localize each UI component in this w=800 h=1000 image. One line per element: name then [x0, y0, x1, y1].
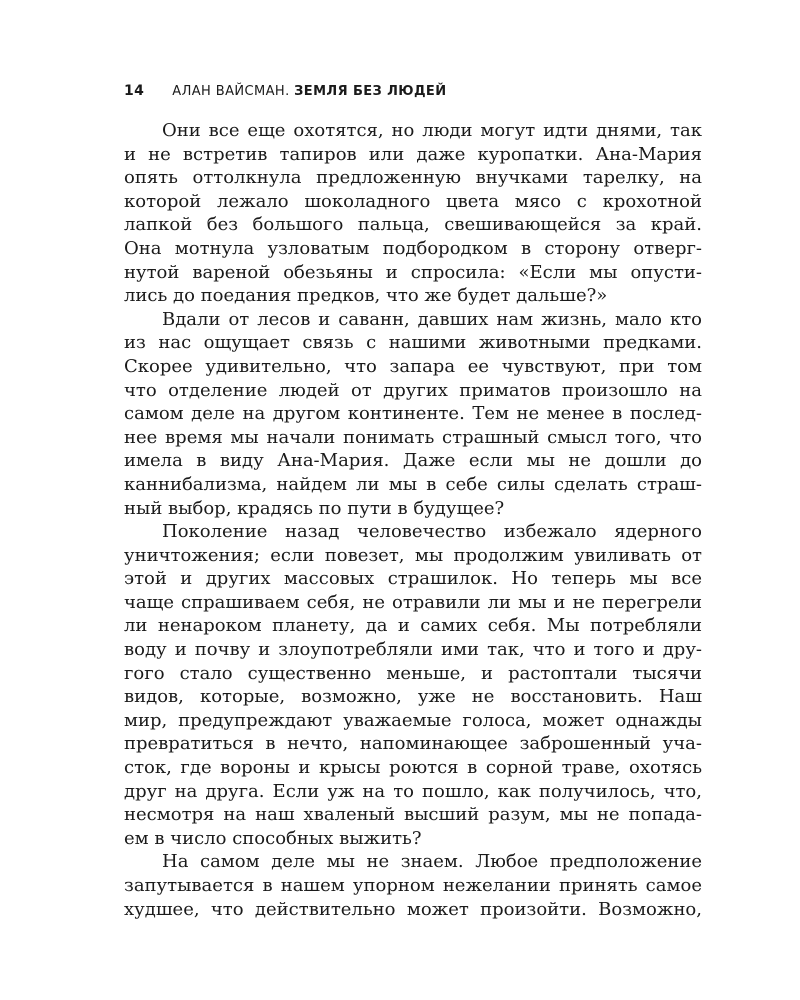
text-line: воду и почву и злоупотребляли ими так, что и того и дру- — [124, 639, 702, 661]
text-line: опять оттолкнула предложенную внучками тарелку, на — [124, 167, 702, 189]
paragraph — [124, 520, 702, 850]
paragraph — [124, 850, 702, 921]
text-line: друг на друга. Если уж на то пошло, как получилось, что, — [124, 780, 702, 802]
body-text — [124, 119, 702, 921]
text-line: мир, предупреждают уважаемые голоса, может однажды — [124, 709, 702, 731]
text-line: превратиться в нечто, напоминающее заброшенный уча- — [124, 733, 702, 755]
author-name: АЛАН ВАЙСМАН. — [172, 84, 290, 99]
text-line: ем в число способных выжить? — [124, 827, 422, 849]
text-line: На самом деле мы не знаем. Любое предположение — [162, 851, 702, 873]
text-line: худшее, что действительно может произойти. Возможно, — [124, 898, 702, 920]
text-line: чаще спрашиваем себя, не отравили ли мы и не перегрели — [124, 591, 702, 613]
text-line: Они все еще охотятся, но люди могут идти днями, так — [162, 120, 702, 141]
text-line: запутывается в нашем упорном нежелании принять самое — [124, 875, 702, 896]
page-number: 14 — [124, 83, 145, 99]
text-line: уничтожения; если повезет, мы продолжим увиливать от — [124, 544, 702, 566]
text-line: ный выбор, крадясь по пути в будущее? — [124, 497, 505, 519]
text-line: лапкой без большого пальца, свешивающейся за край. — [124, 214, 702, 236]
text-line: несмотря на наш хваленый высший разум, мы не попада- — [124, 804, 702, 826]
text-line: ли ненароком планету, да и самих себя. Мы потребляли — [124, 615, 702, 637]
text-line: из нас ощущает связь с нашими животными предками. — [124, 332, 702, 354]
text-line: Она мотнула узловатым подбородком в сторону отверг- — [124, 237, 702, 259]
text-line: имела в виду Ана-Мария. Даже если мы не дошли до — [124, 450, 702, 472]
text-line: этой и других массовых страшилок. Но теперь мы все — [124, 568, 702, 590]
text-line: гого стало существенно меньше, и растоптали тысячи — [124, 662, 702, 684]
text-line: что отделение людей от других приматов произошло на — [124, 379, 702, 401]
text-line: Вдали от лесов и саванн, давших нам жизнь, мало кто — [162, 308, 702, 330]
text-line: Поколение назад человечество избежало ядерного — [162, 521, 702, 543]
text-line: Скорее удивительно, что запара ее чувствуют, при том — [124, 355, 702, 377]
text-line: которой лежало шоколадного цвета мясо с крохотной — [124, 190, 702, 212]
text-line: видов, которые, возможно, уже не восстановить. Наш — [124, 686, 702, 708]
text-line: и не встретив тапиров или даже куропатки. Ана-Мария — [124, 143, 702, 165]
text-line: сток, где вороны и крысы роются в сорной траве, охотясь — [124, 757, 702, 779]
paragraph — [124, 308, 702, 520]
book-title: ЗЕМЛЯ БЕЗ ЛЮДЕЙ — [294, 84, 447, 99]
text-line: лись до поедания предков, что же будет дальше?» — [124, 285, 608, 307]
text-line: нутой вареной обезьяны и спросила: «Если мы опусти- — [124, 261, 702, 283]
running-head — [124, 83, 704, 103]
text-line: нее время мы начали понимать страшный смысл того, что — [124, 426, 702, 448]
text-line: каннибализма, найдем ли мы в себе силы сделать страш- — [124, 473, 702, 495]
paragraph — [124, 119, 702, 308]
text-line: самом деле на другом континенте. Тем не менее в послед- — [124, 403, 702, 425]
